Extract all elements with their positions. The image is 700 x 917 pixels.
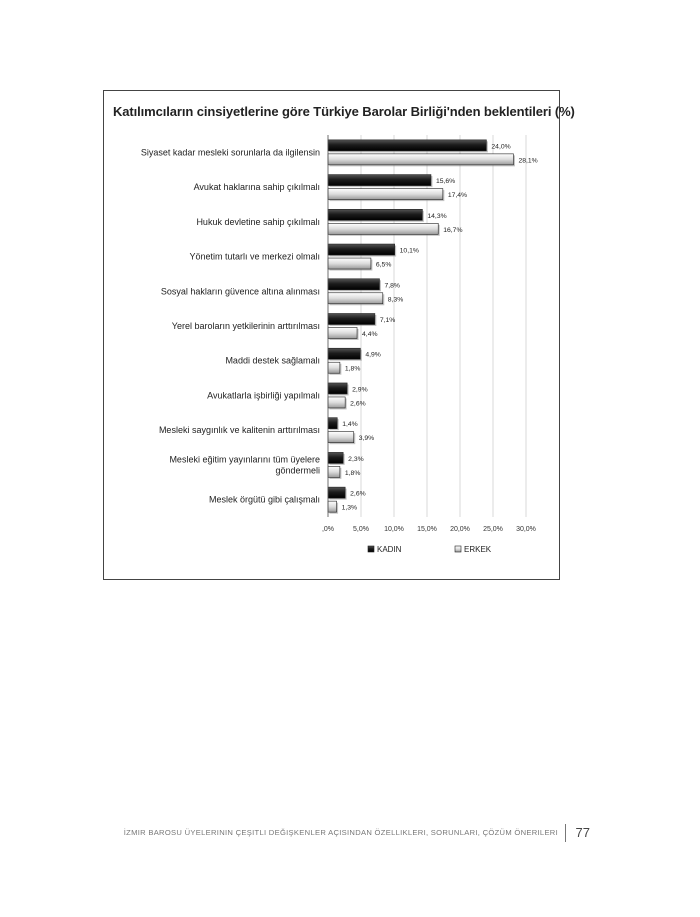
bar-kadin [328, 452, 343, 463]
bar-erkek [328, 397, 345, 408]
data-label: 4,4% [362, 331, 378, 338]
bar-erkek [328, 154, 513, 165]
category-label-line: Yönetim tutarlı ve merkezi olmalı [189, 251, 320, 262]
bar-erkek [328, 189, 443, 200]
footer-divider [565, 824, 566, 842]
data-label: 1,8% [344, 365, 361, 373]
category-label [207, 390, 320, 400]
category-label-line: göndermeli [275, 465, 320, 476]
data-label: 17,4% [447, 192, 468, 200]
bar-kadin [328, 140, 486, 151]
data-label: 3,9% [358, 435, 375, 443]
running-title: İZMIR BAROSU ÜYELERININ ÇEŞITLI DEĞIŞKENLER AÇISINDAN ÖZELLIKLERI, SORUNLARI, ÇÖZÜM ÖNERILERI [123, 828, 558, 837]
bar-kadin [328, 348, 360, 359]
data-label: 1,4% [342, 421, 358, 429]
bar-erkek [328, 432, 354, 443]
category-label [194, 182, 320, 192]
x-tick-label: 25,0% [483, 526, 503, 533]
category-label-line: Yerel baroların yetkilerinin arttırılması [171, 321, 320, 331]
category-label-line: Sosyal hakların güvence altına alınması [160, 286, 320, 297]
data-label: 2,3% [348, 455, 364, 463]
category-label [196, 217, 320, 227]
x-tick-label: 10,0% [384, 526, 404, 533]
category-label [161, 286, 320, 296]
x-tick-label: 5,0% [353, 526, 369, 533]
data-label: 15,6% [435, 178, 456, 186]
data-label: 10,1% [399, 247, 419, 255]
data-label: 8,3% [387, 296, 404, 304]
bar-kadin [328, 175, 431, 186]
bar-kadin [328, 209, 422, 220]
category-label [169, 454, 320, 475]
bar-erkek [328, 466, 340, 477]
category-label-line: Avukatlarla işbirliği yapılmalı [207, 390, 320, 401]
data-label: 28,1% [518, 157, 538, 165]
category-label-line: Avukat haklarına sahip çıkılmalı [193, 182, 320, 193]
legend-swatch-kadin [368, 546, 374, 552]
bar-erkek [328, 501, 337, 512]
x-tick-label: 20,0% [450, 526, 470, 533]
data-label: 6,5% [375, 261, 392, 269]
category-label-line: Maddi destek sağlamalı [225, 355, 320, 366]
data-label: 1,8% [344, 469, 361, 477]
bar-erkek [328, 223, 438, 234]
category-label-line: Mesleki eğitim yayınlarını tüm üyelere [169, 454, 320, 465]
data-label: 1,3% [341, 504, 358, 512]
bar-erkek [328, 362, 340, 373]
category-label [225, 356, 320, 366]
category-label-line: Siyaset kadar mesleki sorunlarla da ilgilensin [140, 147, 320, 158]
x-tick-label: ,0% [321, 526, 335, 533]
bar-kadin [328, 314, 375, 325]
data-label: 2,6% [350, 490, 366, 498]
data-label: 24,0% [491, 143, 511, 151]
data-label: 7,8% [384, 282, 400, 290]
data-label: 16,7% [443, 226, 463, 234]
x-tick-label: 15,0% [417, 526, 437, 533]
bar-kadin [328, 244, 395, 255]
bar-erkek [328, 258, 371, 269]
legend-swatch-erkek [455, 546, 461, 552]
bar-kadin [328, 487, 345, 498]
data-label: 14,3% [427, 212, 447, 220]
bar-erkek [328, 293, 383, 304]
bar-kadin [328, 418, 337, 429]
category-label [172, 321, 320, 331]
x-tick-label: 30,0% [516, 526, 536, 533]
data-label: 2,9% [352, 386, 368, 394]
category-label-line: Hukuk devletine sahip çıkılmalı [196, 216, 320, 227]
bar-erkek [328, 328, 357, 339]
bar-kadin [328, 383, 347, 394]
bar-kadin [328, 279, 379, 290]
category-label [159, 425, 320, 435]
data-label: 4,9% [365, 351, 381, 359]
legend-label-kadin: KADIN [377, 545, 402, 554]
legend-label-erkek: ERKEK [464, 545, 492, 554]
category-label [141, 147, 320, 157]
category-label-line: Meslek örgütü gibi çalışmalı [208, 494, 320, 505]
data-label: 7,1% [379, 317, 396, 324]
data-label: 2,6% [350, 400, 366, 408]
chart-title: Katılımcıların cinsiyetlerine göre Türkiye Barolar Birliği'nden beklentileri (%) [113, 104, 575, 119]
category-label [209, 495, 320, 505]
category-label [189, 252, 320, 262]
page-footer [100, 824, 620, 844]
category-label-line: Mesleki saygınlık ve kalitenin arttırılması [158, 425, 320, 436]
page-number: 77 [575, 825, 590, 840]
